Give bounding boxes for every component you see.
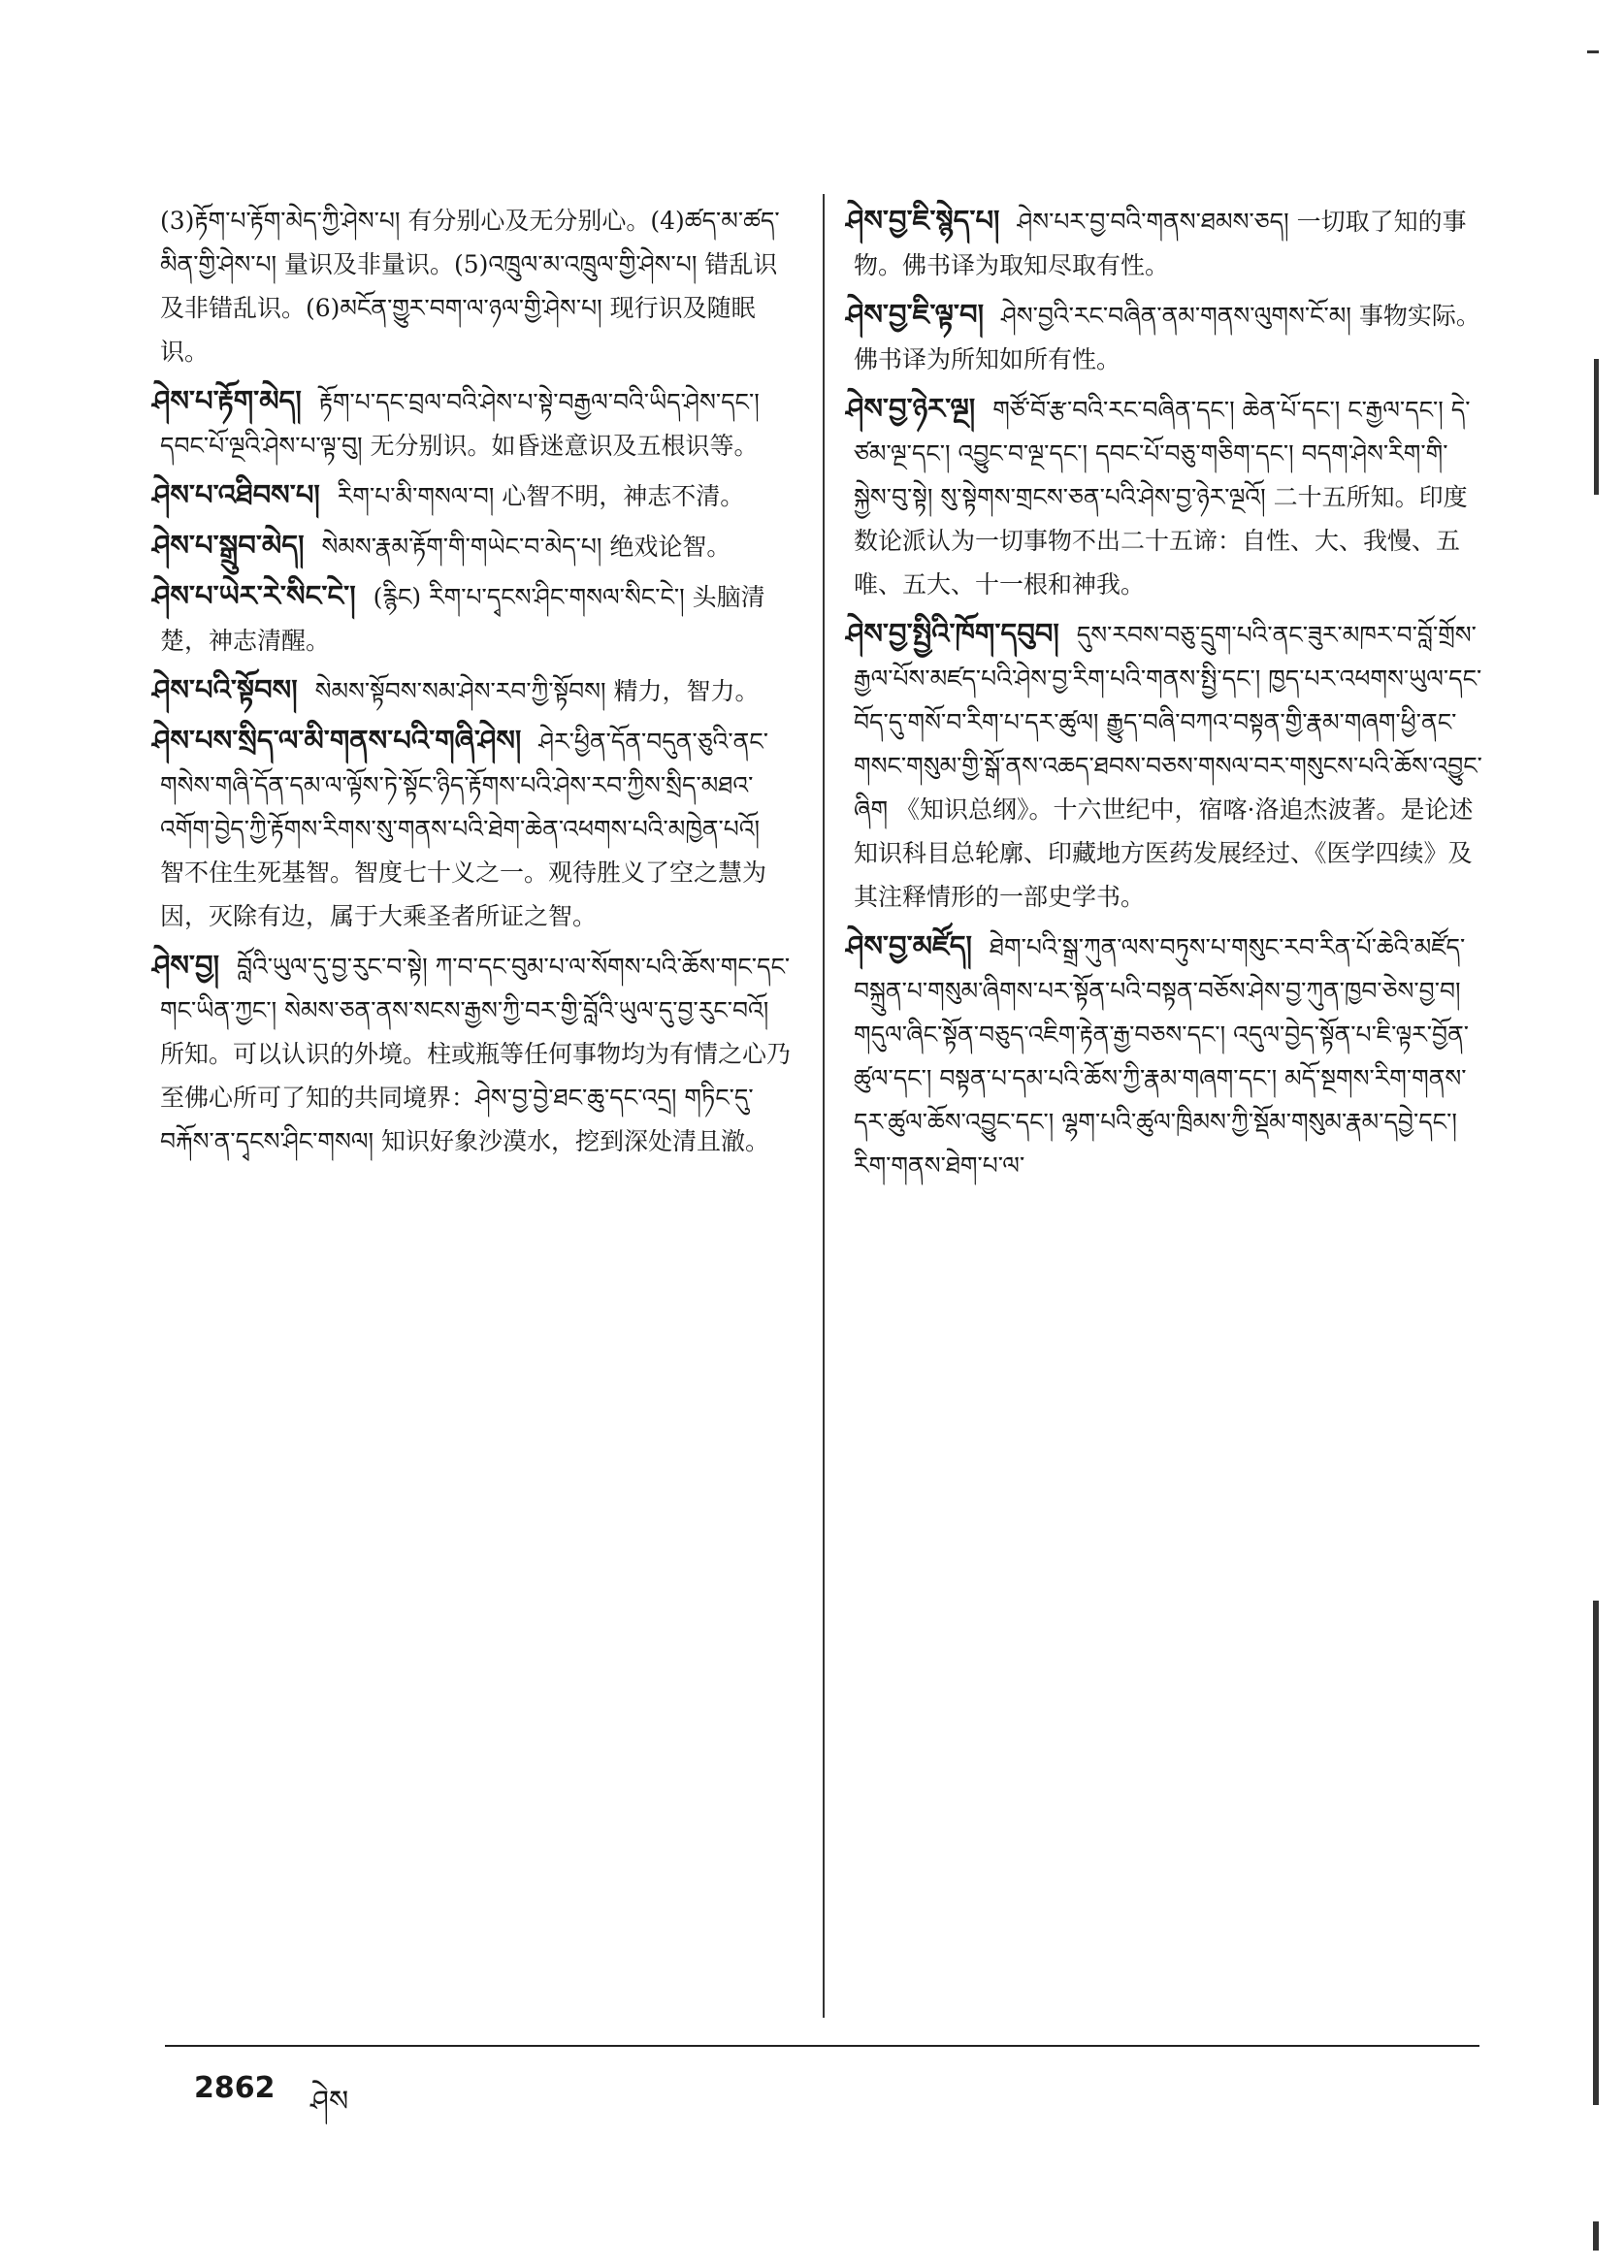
entry-headword: ཤེས་པ་རྟོག་མེད། [152, 384, 302, 417]
scan-mark [1593, 2221, 1599, 2251]
scan-mark [1594, 359, 1599, 495]
entry-headword: ཤེས་བྱ་ཉེར་ལྔ། [846, 392, 976, 425]
entry-text: ཐེག་པའི་སྒྲ་ཀུན་ལས་བཏུས་པ་གསུང་རབ་རིན་པོ་ཆེའི་མཛོད་བསྐྲུན་པ་གསུམ་ཞིགས་པར་སྟོན་པའི་བསྟན་བཅོས་ཤེས་བྱ་ཀུན་ཁྱབ་ཅེས་བྱ་བ། གདུལ་ཞིང་སྟོན་བཅུད་འཇིག་རྟེན་རྒྱ་བཅས་དང་། འདུལ་བྱེད་སྟོན་པ་ཇི་ལྟར་བྱོན་ཚུལ་དང་། བསྟན་པ་དམ་པའི་ཆོས་ཀྱི་རྣམ་གཞག་དང་། མདོ་སྔགས་རིག་གནས་དར་ཚུལ་ཆོས་འབྱུང་དང་། ལྷག་པའི་ཚུལ་ཁྲིམས་ཀྱི་སྡོམ་གསུམ་རྣམ་དབྱེ་དང་། རིག་གནས་ཐེག་པ་ལ་ [854, 933, 1469, 1180]
entry-text: ཤེས་བྱའི་རང་བཞིན་ནམ་གནས་ལུགས་ངོ་མ། 事物实际。佛书译为所知如所有性。 [854, 302, 1480, 373]
entry-5 [152, 668, 791, 713]
entry-text: དུས་རབས་བཅུ་དྲུག་པའི་ནང་ཟུར་མཁར་བ་བློ་གྲོས་རྒྱལ་པོས་མཛད་པའི་ཤེས་བྱ་རིག་པའི་གནས་སྤྱི་དང་། ཁྱད་པར་འཕགས་ཡུལ་དང་བོད་དུ་གསོ་བ་རིག་པ་དར་ཚུལ། རྒྱུད་བཞི་བཀའ་བསྟན་གྱི་རྣམ་གཞག་ཕྱི་ནང་གསང་གསུམ་གྱི་སྒོ་ནས་འཆད་ཐབས་བཅས་གསལ་བར་གསུངས་པའི་ཆོས་འབྱུང་ཞིག 《知识总纲》。十六世纪中，宿喀·洛追杰波著。是论述知识科目总轮廓、印藏地方医药发展经过、《医学四续》及其注释情形的一部史学书。 [854, 621, 1482, 911]
entry-headword: ཤེས་བྱ་མཛོད། [846, 929, 972, 962]
entry-1 [152, 379, 791, 468]
running-head: ཤེས [310, 2085, 349, 2119]
entry-text: གཙོ་བོ་རྩ་བའི་རང་བཞིན་དང་། ཆེན་པོ་དང་། ང་རྒྱལ་དང་། དེ་ཙམ་ལྔ་དང་། འབྱུང་བ་ལྔ་དང་། དབང་པོ་བཅུ་གཅིག་དང་། བདག་ཤེས་རིག་གི་སྐྱེས་བུ་སྟེ། སུ་སྟེགས་གྲངས་ཅན་པའི་ཤེས་བྱ་ཉེར་ལྔའོ། 二十五所知。印度数论派认为一切事物不出二十五谛：自性、大、我慢、五唯、五大、十一根和神我。 [854, 396, 1471, 599]
entry-headword: ཤེས་པའི་སྟོབས། [152, 673, 298, 706]
entry-headword: ཤེས་པ་འཐིབས་པ། [152, 478, 320, 511]
entry-2 [846, 387, 1484, 606]
entry-text: ཤེས་པར་བྱ་བའི་གནས་ཐམས་ཅད། 一切取了知的事物。佛书译为取知尽取有性。 [854, 208, 1467, 279]
entry-text: རྟོག་པ་དང་བྲལ་བའི་ཤེས་པ་སྟེ་བརྒྱལ་བའི་ཡིད་ཤེས་དང་། དབང་པོ་ལྔའི་ཤེས་པ་ལྟ་བུ། 无分别识。如昏迷意识及五根识等。 [160, 388, 760, 460]
page-number: 2862 [194, 2071, 276, 2105]
entry-headword: ཤེས་པས་སྲིད་ལ་མི་གནས་པའི་གཞི་ཤེས། [152, 724, 522, 757]
entry-text: རིག་པ་མི་གསལ་བ། 心智不明，神志不清。 [337, 482, 745, 510]
entry-headword: ཤེས་པ་ཡེར་རེ་སིང་ངེ་། [152, 579, 356, 612]
entry-4 [152, 574, 791, 663]
entry-text: སེམས་རྣམ་རྟོག་གི་གཡེང་བ་མེད་པ། 绝戏论智。 [321, 533, 731, 561]
scan-mark [1587, 50, 1599, 53]
column-divider [823, 194, 825, 2018]
scan-mark [1593, 1601, 1599, 2105]
entry-1 [846, 293, 1484, 381]
entry-headword: ཤེས་བྱ་ཇི་ལྟ་བ། [846, 298, 985, 331]
entry-7 [152, 944, 792, 1163]
entry-headword: ཤེས་པ་སྒྲུབ་མེད། [152, 529, 305, 562]
entry-headword: ཤེས་བྱ། [152, 949, 220, 982]
entry-2 [152, 473, 791, 518]
entry-headword: ཤེས་བྱ་སྤྱིའི་ཁོག་དབུབ། [846, 617, 1059, 650]
right-column [846, 199, 1484, 1193]
entry-headword: ཤེས་བྱ་ཇི་སྙེད་པ། [846, 204, 1000, 237]
entry-0 [160, 199, 791, 373]
footer-rule [165, 2045, 1479, 2047]
entry-6 [152, 719, 791, 938]
entry-3 [152, 524, 791, 568]
left-column [152, 199, 792, 1169]
entry-text: (3)རྟོག་པ་རྟོག་མེད་ཀྱི་ཤེས་པ། 有分别心及无分别心。(4)ཚད་མ་ཚད་མིན་གྱི་ཤེས་པ། 量识及非量识。(5)འཁྲུལ་མ་འཁྲུལ་གྱི་ཤེས་པ། 错乱识及非错乱识。(6)མངོན་གྱུར་བག་ལ་ཉལ་གྱི་ཤེས་པ། 现行识及随眠识。 [160, 207, 780, 366]
entry-0 [846, 199, 1484, 287]
entry-3 [846, 612, 1484, 919]
entry-text: བློའི་ཡུལ་དུ་བྱ་རུང་བ་སྟེ། ཀ་བ་དང་བུམ་པ་ལ་སོགས་པའི་ཆོས་གང་དང་གང་ཡིན་ཀྱང་། སེམས་ཅན་ནས་སངས་རྒྱས་ཀྱི་བར་གྱི་བློའི་ཡུལ་དུ་བྱ་རུང་བའོ། 所知。可以认识的外境。柱或瓶等任何事物均为有情之心乃至佛心所可了知的共同境界：ཤེས་བྱ་བྱེ་ཐང་ཆུ་དང་འདྲ། གཏིང་དུ་བརྐོས་ན་དྭངས་ཤིང་གསལ། 知识好象沙漠水，挖到深处清且澈。 [160, 953, 792, 1155]
entry-text: སེམས་སྟོབས་སམ་ཤེས་རབ་ཀྱི་སྟོབས། 精力，智力。 [314, 677, 760, 705]
entry-4 [846, 924, 1484, 1187]
entry-text: (རྙིང) རིག་པ་དྭངས་ཤིང་གསལ་སིང་ངེ་། 头脑清楚，神志清醒。 [160, 583, 765, 655]
entry-text: ཤེར་ཕྱིན་དོན་བདུན་ཅུའི་ནང་གསེས་གཞི་དོན་དམ་ལ་ལྟོས་ཏེ་སྟོང་ཉིད་རྟོགས་པའི་ཤེས་རབ་ཀྱིས་སྲིད་མཐའ་འགོག་བྱེད་ཀྱི་རྟོགས་རིགས་སུ་གནས་པའི་ཐེག་ཆེན་འཕགས་པའི་མཁྱེན་པའོ། 智不住生死基智。智度七十义之一。观待胜义了空之慧为因，灭除有边，属于大乘圣者所证之智。 [160, 728, 768, 930]
